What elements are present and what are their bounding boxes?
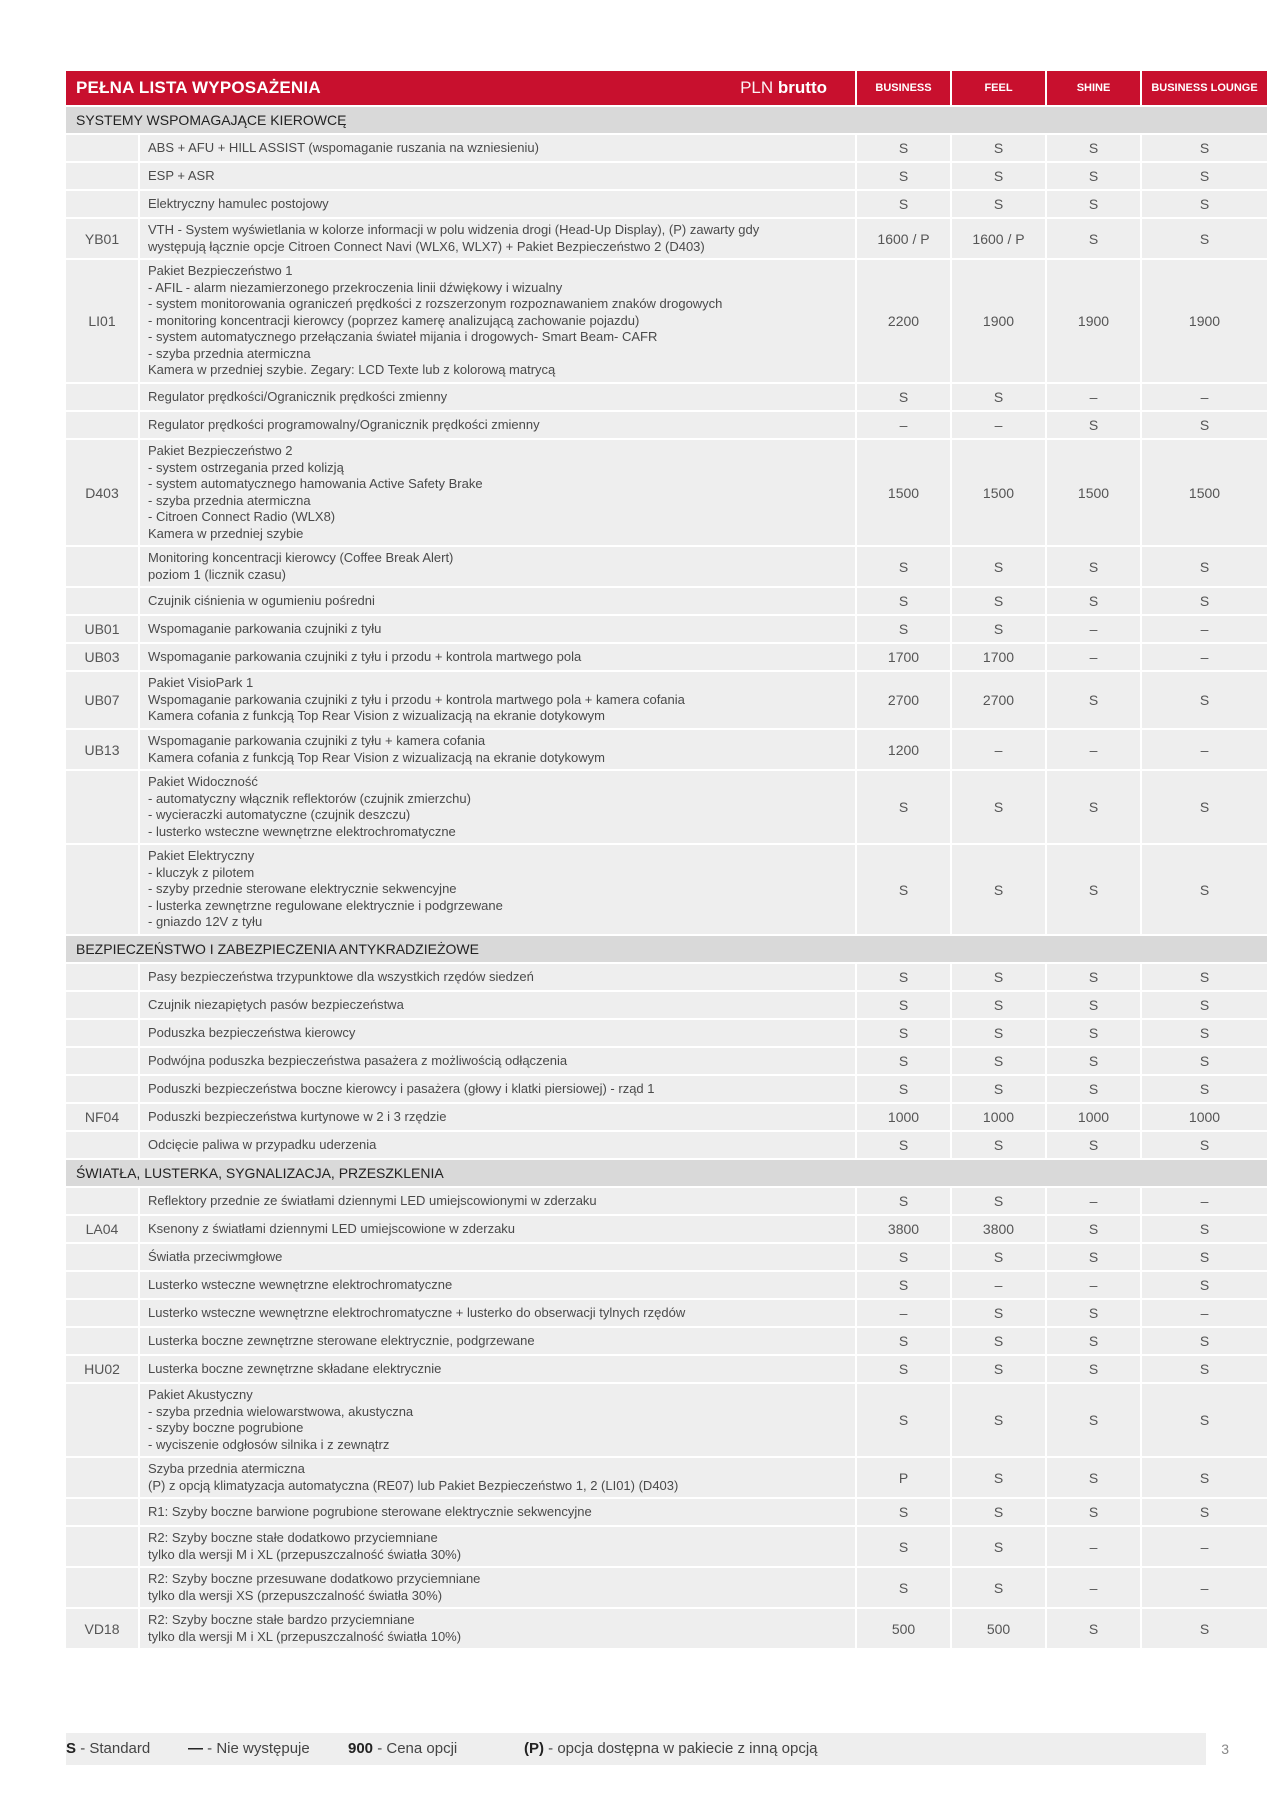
- value-feel: 500: [952, 1609, 1045, 1648]
- equipment-description: VTH - System wyświetlania w kolorze informacji w polu widzenia drogi (Head-Up Display), (P) zawarty gdy występują łącznie opcje Citroen Connect Navi (WLX6, WLX7) + Pakiet Bezpieczeństwo 2 (D403): [140, 219, 855, 258]
- value-feel: S: [952, 547, 1045, 586]
- value-feel: S: [952, 1244, 1045, 1270]
- table-row: [66, 547, 1267, 586]
- option-code: [66, 1527, 138, 1566]
- table-row: [66, 260, 1267, 382]
- equipment-description: Poduszki bezpieczeństwa boczne kierowcy i pasażera (głowy i klatki piersiowej) - rząd 1: [140, 1076, 855, 1102]
- option-code: HU02: [66, 1356, 138, 1382]
- equipment-description: Regulator prędkości programowalny/Ogranicznik prędkości zmienny: [140, 412, 855, 438]
- option-code: UB13: [66, 730, 138, 769]
- value-business-lounge: S: [1142, 1076, 1267, 1102]
- value-feel: S: [952, 588, 1045, 614]
- equipment-table: [64, 69, 1269, 1650]
- table-row: [66, 1048, 1267, 1074]
- value-feel: S: [952, 992, 1045, 1018]
- table-row: [66, 163, 1267, 189]
- equipment-description: Ksenony z światłami dziennymi LED umiejscowione w zderzaku: [140, 1216, 855, 1242]
- value-business-lounge: –: [1142, 616, 1267, 642]
- value-feel: S: [952, 1020, 1045, 1046]
- value-business-lounge: S: [1142, 1048, 1267, 1074]
- value-feel: S: [952, 384, 1045, 410]
- value-feel: S: [952, 616, 1045, 642]
- section-header: [66, 107, 1267, 133]
- value-shine: S: [1047, 135, 1140, 161]
- value-business: S: [857, 992, 950, 1018]
- option-code: [66, 547, 138, 586]
- equipment-description: Elektryczny hamulec postojowy: [140, 191, 855, 217]
- option-code: [66, 1384, 138, 1456]
- equipment-description: Regulator prędkości/Ogranicznik prędkości zmienny: [140, 384, 855, 410]
- table-row: [66, 672, 1267, 728]
- equipment-description: Lusterko wsteczne wewnętrzne elektrochromatyczne + lusterko do obserwacji tylnych rzędów: [140, 1300, 855, 1326]
- value-business: 2700: [857, 672, 950, 728]
- value-business: S: [857, 1188, 950, 1214]
- table-row: [66, 644, 1267, 670]
- value-shine: –: [1047, 1272, 1140, 1298]
- table-row: [66, 384, 1267, 410]
- value-shine: 1900: [1047, 260, 1140, 382]
- equipment-description: Pakiet Widoczność - automatyczny włącznik reflektorów (czujnik zmierzchu) - wycieraczki automatyczne (czujnik deszczu) - lusterko wsteczne wewnętrzne elektrochromatyczne: [140, 771, 855, 843]
- table-row: [66, 440, 1267, 545]
- value-shine: S: [1047, 1132, 1140, 1158]
- section-header: [66, 1160, 1267, 1186]
- value-feel: S: [952, 845, 1045, 934]
- legend-package-option: (P) - opcja dostępna w pakiecie z inną opcją: [524, 1740, 818, 1757]
- option-code: [66, 1076, 138, 1102]
- equipment-description: Odcięcie paliwa w przypadku uderzenia: [140, 1132, 855, 1158]
- table-row: [66, 1132, 1267, 1158]
- value-feel: –: [952, 1272, 1045, 1298]
- option-code: [66, 163, 138, 189]
- table-row: [66, 1384, 1267, 1456]
- column-header-shine: SHINE: [1047, 71, 1140, 105]
- equipment-description: Pakiet Akustyczny - szyba przednia wielowarstwowa, akustyczna - szyby boczne pogrubione - wyciszenie odgłosów silnika i z zewnątrz: [140, 1384, 855, 1456]
- option-code: D403: [66, 440, 138, 545]
- value-shine: S: [1047, 163, 1140, 189]
- value-business-lounge: S: [1142, 219, 1267, 258]
- value-business: 1000: [857, 1104, 950, 1130]
- equipment-description: Podwójna poduszka bezpieczeństwa pasażera z możliwością odłączenia: [140, 1048, 855, 1074]
- value-business-lounge: S: [1142, 1458, 1267, 1497]
- value-business: S: [857, 1568, 950, 1607]
- value-feel: S: [952, 1132, 1045, 1158]
- column-header-business: BUSINESS: [857, 71, 950, 105]
- table-row: [66, 1356, 1267, 1382]
- value-business-lounge: S: [1142, 992, 1267, 1018]
- section-title: ŚWIATŁA, LUSTERKA, SYGNALIZACJA, PRZESZKLENIA: [66, 1160, 1267, 1186]
- equipment-description: R2: Szyby boczne stałe bardzo przyciemniane tylko dla wersji M i XL (przepuszczalność światła 10%): [140, 1609, 855, 1648]
- value-business: –: [857, 412, 950, 438]
- value-business-lounge: S: [1142, 964, 1267, 990]
- value-business: S: [857, 547, 950, 586]
- equipment-description: Pakiet VisioPark 1 Wspomaganie parkowania czujniki z tyłu i przodu + kontrola martwego pola + kamera cofania Kamera cofania z funkcją Top Rear Vision z wizualizacją na ekranie dotykowym: [140, 672, 855, 728]
- value-business: S: [857, 588, 950, 614]
- value-shine: S: [1047, 1244, 1140, 1270]
- option-code: [66, 191, 138, 217]
- equipment-description: Monitoring koncentracji kierowcy (Coffee Break Alert) poziom 1 (licznik czasu): [140, 547, 855, 586]
- value-business-lounge: S: [1142, 1609, 1267, 1648]
- value-business: S: [857, 1527, 950, 1566]
- table-row: [66, 135, 1267, 161]
- table-title-cell: [66, 71, 855, 105]
- value-business: 1700: [857, 644, 950, 670]
- value-business-lounge: 1500: [1142, 440, 1267, 545]
- table-row: [66, 1527, 1267, 1566]
- value-business: 3800: [857, 1216, 950, 1242]
- equipment-description: Szyba przednia atermiczna (P) z opcją klimatyzacja automatyczna (RE07) lub Pakiet Bezpieczeństwo 1, 2 (LI01) (D403): [140, 1458, 855, 1497]
- legend-standard: S - Standard: [66, 1740, 151, 1757]
- value-shine: S: [1047, 1609, 1140, 1648]
- table-row: [66, 1188, 1267, 1214]
- value-feel: S: [952, 1458, 1045, 1497]
- value-business: S: [857, 163, 950, 189]
- value-shine: S: [1047, 992, 1140, 1018]
- section-title: SYSTEMY WSPOMAGAJĄCE KIEROWCĘ: [66, 107, 1267, 133]
- value-shine: –: [1047, 644, 1140, 670]
- value-business: S: [857, 1076, 950, 1102]
- value-business-lounge: –: [1142, 384, 1267, 410]
- value-business: S: [857, 191, 950, 217]
- value-business-lounge: S: [1142, 672, 1267, 728]
- value-shine: S: [1047, 219, 1140, 258]
- option-code: [66, 1499, 138, 1525]
- equipment-description: ESP + ASR: [140, 163, 855, 189]
- value-business: S: [857, 1499, 950, 1525]
- value-business-lounge: S: [1142, 135, 1267, 161]
- value-business: S: [857, 771, 950, 843]
- value-feel: S: [952, 1300, 1045, 1326]
- value-feel: 3800: [952, 1216, 1045, 1242]
- value-feel: S: [952, 1188, 1045, 1214]
- value-business: 1600 / P: [857, 219, 950, 258]
- value-feel: –: [952, 412, 1045, 438]
- option-code: [66, 384, 138, 410]
- option-code: [66, 1300, 138, 1326]
- value-business: S: [857, 1048, 950, 1074]
- table-body: [66, 107, 1267, 1648]
- option-code: NF04: [66, 1104, 138, 1130]
- value-business: S: [857, 616, 950, 642]
- value-business: S: [857, 1356, 950, 1382]
- equipment-description: Wspomaganie parkowania czujniki z tyłu i przodu + kontrola martwego pola: [140, 644, 855, 670]
- equipment-description: Pakiet Bezpieczeństwo 2 - system ostrzegania przed kolizją - system automatycznego hamowania Active Safety Brake - szyba przednia atermiczna - Citroen Connect Radio (WLX8) Kamera w przedniej szybie: [140, 440, 855, 545]
- value-business: 1200: [857, 730, 950, 769]
- value-feel: 1700: [952, 644, 1045, 670]
- value-business: S: [857, 384, 950, 410]
- value-business-lounge: S: [1142, 1499, 1267, 1525]
- equipment-description: Wspomaganie parkowania czujniki z tyłu + kamera cofania Kamera cofania z funkcją Top Rear Vision z wizualizacją na ekranie dotykowym: [140, 730, 855, 769]
- value-shine: 1500: [1047, 440, 1140, 545]
- table-row: [66, 1020, 1267, 1046]
- table-row: [66, 1076, 1267, 1102]
- table-row: [66, 771, 1267, 843]
- option-code: [66, 1188, 138, 1214]
- value-business-lounge: S: [1142, 771, 1267, 843]
- value-shine: S: [1047, 547, 1140, 586]
- table-row: [66, 1458, 1267, 1497]
- value-feel: S: [952, 1356, 1045, 1382]
- equipment-description: Poduszka bezpieczeństwa kierowcy: [140, 1020, 855, 1046]
- option-code: [66, 412, 138, 438]
- value-feel: S: [952, 1076, 1045, 1102]
- value-shine: 1000: [1047, 1104, 1140, 1130]
- value-business: S: [857, 1132, 950, 1158]
- value-feel: S: [952, 964, 1045, 990]
- value-shine: S: [1047, 1216, 1140, 1242]
- option-code: YB01: [66, 219, 138, 258]
- option-code: [66, 845, 138, 934]
- table-row: [66, 992, 1267, 1018]
- value-business-lounge: 1000: [1142, 1104, 1267, 1130]
- value-business: S: [857, 1272, 950, 1298]
- table-row: [66, 730, 1267, 769]
- legend-option-price: 900 - Cena opcji: [348, 1740, 458, 1757]
- option-code: [66, 1272, 138, 1298]
- value-shine: S: [1047, 1020, 1140, 1046]
- value-shine: S: [1047, 191, 1140, 217]
- value-business-lounge: S: [1142, 1020, 1267, 1046]
- value-feel: 2700: [952, 672, 1045, 728]
- value-shine: S: [1047, 1328, 1140, 1354]
- value-business: 2200: [857, 260, 950, 382]
- value-business-lounge: S: [1142, 845, 1267, 934]
- legend-not-available: — - Nie występuje: [188, 1740, 310, 1757]
- value-business-lounge: S: [1142, 1132, 1267, 1158]
- value-feel: S: [952, 1568, 1045, 1607]
- table-row: [66, 1104, 1267, 1130]
- option-code: [66, 1244, 138, 1270]
- value-business-lounge: S: [1142, 1244, 1267, 1270]
- table-row: [66, 588, 1267, 614]
- table-row: [66, 219, 1267, 258]
- value-feel: 1500: [952, 440, 1045, 545]
- option-code: UB07: [66, 672, 138, 728]
- value-business: 1500: [857, 440, 950, 545]
- value-shine: –: [1047, 1568, 1140, 1607]
- value-business: S: [857, 1328, 950, 1354]
- table-header: [66, 71, 1267, 105]
- value-feel: S: [952, 1499, 1045, 1525]
- value-shine: S: [1047, 964, 1140, 990]
- value-business-lounge: S: [1142, 191, 1267, 217]
- value-shine: –: [1047, 730, 1140, 769]
- value-shine: –: [1047, 1527, 1140, 1566]
- value-feel: 1600 / P: [952, 219, 1045, 258]
- value-business-lounge: –: [1142, 730, 1267, 769]
- table-row: [66, 1272, 1267, 1298]
- value-shine: S: [1047, 1458, 1140, 1497]
- value-feel: S: [952, 1384, 1045, 1456]
- value-business: S: [857, 845, 950, 934]
- equipment-description: Lusterko wsteczne wewnętrzne elektrochromatyczne: [140, 1272, 855, 1298]
- value-shine: S: [1047, 588, 1140, 614]
- value-feel: S: [952, 191, 1045, 217]
- value-shine: S: [1047, 1076, 1140, 1102]
- option-code: LI01: [66, 260, 138, 382]
- value-shine: S: [1047, 672, 1140, 728]
- table-row: [66, 1499, 1267, 1525]
- option-code: [66, 135, 138, 161]
- value-business-lounge: S: [1142, 1384, 1267, 1456]
- value-business-lounge: S: [1142, 1272, 1267, 1298]
- table-row: [66, 845, 1267, 934]
- value-business-lounge: S: [1142, 1328, 1267, 1354]
- value-shine: S: [1047, 412, 1140, 438]
- value-feel: 1000: [952, 1104, 1045, 1130]
- value-feel: S: [952, 1328, 1045, 1354]
- equipment-description: Światła przeciwmgłowe: [140, 1244, 855, 1270]
- table-row: [66, 964, 1267, 990]
- value-shine: S: [1047, 1300, 1140, 1326]
- value-feel: S: [952, 135, 1045, 161]
- table-row: [66, 616, 1267, 642]
- equipment-description: Pakiet Elektryczny - kluczyk z pilotem - szyby przednie sterowane elektrycznie sekwencyjne - lusterka zewnętrzne regulowane elektrycznie i podgrzewane - gniazdo 12V z tyłu: [140, 845, 855, 934]
- option-code: [66, 1048, 138, 1074]
- option-code: VD18: [66, 1609, 138, 1648]
- option-code: LA04: [66, 1216, 138, 1242]
- value-business: S: [857, 135, 950, 161]
- value-business-lounge: 1900: [1142, 260, 1267, 382]
- option-code: UB01: [66, 616, 138, 642]
- value-shine: –: [1047, 1188, 1140, 1214]
- value-business: S: [857, 964, 950, 990]
- value-feel: S: [952, 1048, 1045, 1074]
- table-row: [66, 191, 1267, 217]
- equipment-description: Lusterka boczne zewnętrzne składane elektrycznie: [140, 1356, 855, 1382]
- equipment-description: Reflektory przednie ze światłami dziennymi LED umiejscowionymi w zderzaku: [140, 1188, 855, 1214]
- equipment-description: R1: Szyby boczne barwione pogrubione sterowane elektrycznie sekwencyjne: [140, 1499, 855, 1525]
- value-business-lounge: –: [1142, 1188, 1267, 1214]
- value-shine: S: [1047, 1356, 1140, 1382]
- value-shine: S: [1047, 1499, 1140, 1525]
- value-shine: S: [1047, 845, 1140, 934]
- option-code: UB03: [66, 644, 138, 670]
- value-feel: S: [952, 771, 1045, 843]
- page-number: 3: [1221, 1741, 1229, 1757]
- value-business-lounge: S: [1142, 1216, 1267, 1242]
- equipment-description: ABS + AFU + HILL ASSIST (wspomaganie ruszania na wzniesieniu): [140, 135, 855, 161]
- value-shine: S: [1047, 1384, 1140, 1456]
- value-business-lounge: –: [1142, 644, 1267, 670]
- value-business: S: [857, 1020, 950, 1046]
- option-code: [66, 1568, 138, 1607]
- table-row: [66, 412, 1267, 438]
- equipment-description: Lusterka boczne zewnętrzne sterowane elektrycznie, podgrzewane: [140, 1328, 855, 1354]
- table-row: [66, 1216, 1267, 1242]
- option-code: [66, 1132, 138, 1158]
- equipment-description: Pasy bezpieczeństwa trzypunktowe dla wszystkich rzędów siedzeń: [140, 964, 855, 990]
- option-code: [66, 771, 138, 843]
- option-code: [66, 992, 138, 1018]
- option-code: [66, 1458, 138, 1497]
- value-business: –: [857, 1300, 950, 1326]
- equipment-description: R2: Szyby boczne przesuwane dodatkowo przyciemniane tylko dla wersji XS (przepuszczalność światła 30%): [140, 1568, 855, 1607]
- value-business-lounge: –: [1142, 1300, 1267, 1326]
- value-business-lounge: S: [1142, 588, 1267, 614]
- equipment-description: R2: Szyby boczne stałe dodatkowo przyciemniane tylko dla wersji M i XL (przepuszczalność światła 30%): [140, 1527, 855, 1566]
- equipment-description: Pakiet Bezpieczeństwo 1 - AFIL - alarm niezamierzonego przekroczenia linii dźwiękowy i wizualny - system monitorowania ograniczeń prędkości z rozszerzonym rozpoznawaniem znaków drogowych - monitoring koncentracji kierowcy (poprzez kamerę analizującą zachowanie pojazdu) - system automatycznego przełączania świateł mijania i drogowych- Smart Beam- CAFR - szyba przednia atermiczna Kamera w przedniej szybie. Zegary: LCD Texte lub z kolorową matrycą: [140, 260, 855, 382]
- equipment-description: Czujnik ciśnienia w ogumieniu pośredni: [140, 588, 855, 614]
- equipment-description: Czujnik niezapiętych pasów bezpieczeństwa: [140, 992, 855, 1018]
- page-title: PEŁNA LISTA WYPOSAŻENIA: [76, 78, 321, 97]
- value-business-lounge: –: [1142, 1568, 1267, 1607]
- value-business: P: [857, 1458, 950, 1497]
- table-row: [66, 1300, 1267, 1326]
- section-header: [66, 936, 1267, 962]
- option-code: [66, 964, 138, 990]
- option-code: [66, 588, 138, 614]
- table-row: [66, 1568, 1267, 1607]
- option-code: [66, 1020, 138, 1046]
- value-shine: S: [1047, 771, 1140, 843]
- equipment-description: Poduszki bezpieczeństwa kurtynowe w 2 i 3 rzędzie: [140, 1104, 855, 1130]
- value-business: S: [857, 1384, 950, 1456]
- value-business-lounge: S: [1142, 412, 1267, 438]
- value-business-lounge: S: [1142, 1356, 1267, 1382]
- table-row: [66, 1244, 1267, 1270]
- option-code: [66, 1328, 138, 1354]
- currency-label: PLN brutto: [740, 78, 827, 97]
- table-row: [66, 1328, 1267, 1354]
- value-business-lounge: S: [1142, 547, 1267, 586]
- value-shine: –: [1047, 616, 1140, 642]
- value-feel: 1900: [952, 260, 1045, 382]
- value-feel: –: [952, 730, 1045, 769]
- value-business: 500: [857, 1609, 950, 1648]
- column-header-feel: FEEL: [952, 71, 1045, 105]
- value-shine: –: [1047, 384, 1140, 410]
- value-business-lounge: –: [1142, 1527, 1267, 1566]
- value-feel: S: [952, 163, 1045, 189]
- equipment-sheet: [66, 69, 1258, 1650]
- value-feel: S: [952, 1527, 1045, 1566]
- legend: [66, 1733, 1206, 1765]
- equipment-description: Wspomaganie parkowania czujniki z tyłu: [140, 616, 855, 642]
- value-business: S: [857, 1244, 950, 1270]
- value-business-lounge: S: [1142, 163, 1267, 189]
- column-header-business-lounge: BUSINESS LOUNGE: [1142, 71, 1267, 105]
- section-title: BEZPIECZEŃSTWO I ZABEZPIECZENIA ANTYKRADZIEŻOWE: [66, 936, 1267, 962]
- value-shine: S: [1047, 1048, 1140, 1074]
- table-row: [66, 1609, 1267, 1648]
